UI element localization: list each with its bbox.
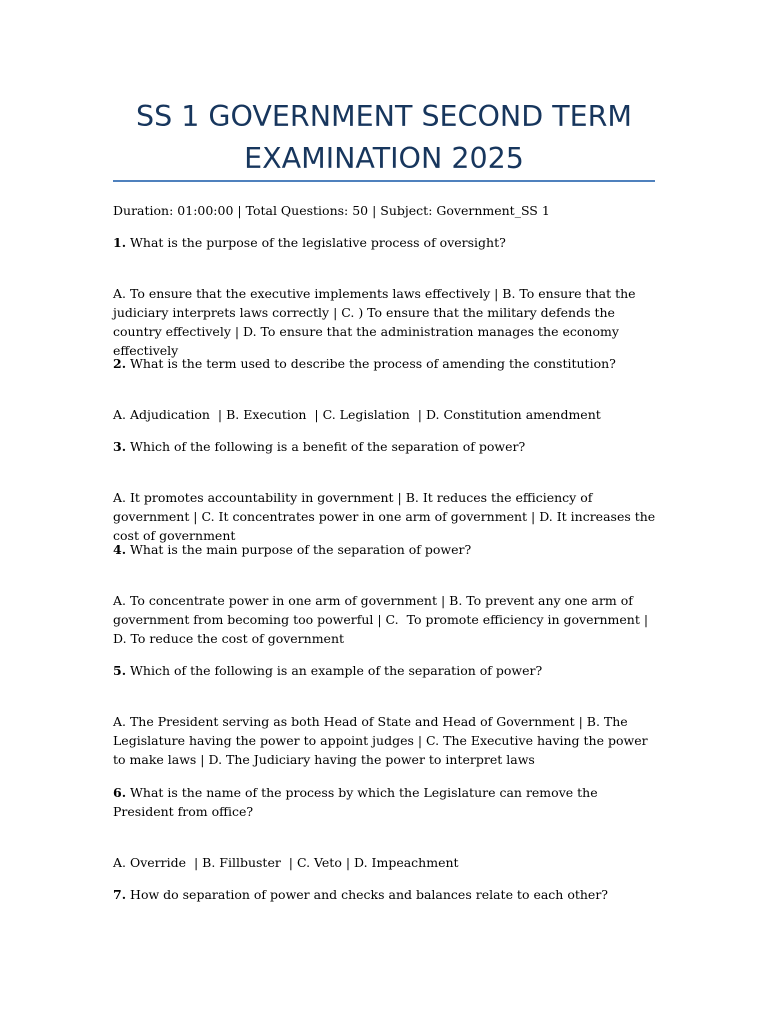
- question-1: [113, 233, 658, 252]
- question-2: [113, 354, 658, 373]
- title-line-1: SS 1 GOVERNMENT SECOND TERM: [135, 100, 633, 133]
- question-3-options: A. It promotes accountability in government | B. It reduces the efficiency of government | C. It concentrates power in one arm of government | D. It increases the cost of government: [113, 490, 660, 543]
- title-divider: [113, 180, 655, 182]
- question-6: [113, 783, 658, 821]
- question-6-options: A. Override | B. Fillbuster | C. Veto | D. Impeachment: [113, 855, 459, 870]
- question-text: Which of the following is an example of the separation of power?: [130, 663, 543, 678]
- document-title: [113, 96, 655, 180]
- question-1-options: A. To ensure that the executive implements laws effectively | B. To ensure that the judiciary interprets laws correctly | C. ) To ensure that the military defends the country effectively | D. To ensure that the administration manages the economy effectively: [113, 286, 640, 358]
- question-number: 1.: [113, 235, 127, 250]
- question-2-options: A. Adjudication | B. Execution | C. Legislation | D. Constitution amendment: [113, 407, 601, 422]
- question-7: [113, 885, 658, 904]
- question-5-options: A. The President serving as both Head of State and Head of Government | B. The Legislature having the power to appoint judges | C. The Executive having the power to make laws | D. The Judiciary having the power to interpret laws: [113, 714, 652, 767]
- question-3: [113, 437, 658, 456]
- question-text: What is the name of the process by which the Legislature can remove the President from office?: [113, 785, 598, 819]
- question-number: 5.: [113, 663, 127, 678]
- question-text: How do separation of power and checks and balances relate to each other?: [130, 887, 609, 902]
- question-number: 4.: [113, 542, 127, 557]
- question-text: What is the purpose of the legislative process of oversight?: [130, 235, 506, 250]
- question-4: [113, 540, 658, 559]
- question-number: 7.: [113, 887, 127, 902]
- title-line-2: EXAMINATION 2025: [244, 142, 524, 175]
- question-5: [113, 661, 658, 680]
- question-number: 3.: [113, 439, 127, 454]
- exam-meta: Duration: 01:00:00 | Total Questions: 50 | Subject: Government_SS 1: [113, 203, 550, 218]
- question-text: What is the term used to describe the process of amending the constitution?: [130, 356, 616, 371]
- question-text: What is the main purpose of the separation of power?: [130, 542, 472, 557]
- question-number: 2.: [113, 356, 127, 371]
- question-4-options: A. To concentrate power in one arm of government | B. To prevent any one arm of government from becoming too powerful | C. To promote efficiency in government | D. To reduce the cost of government: [113, 593, 653, 646]
- question-number: 6.: [113, 785, 127, 800]
- question-text: Which of the following is a benefit of the separation of power?: [130, 439, 526, 454]
